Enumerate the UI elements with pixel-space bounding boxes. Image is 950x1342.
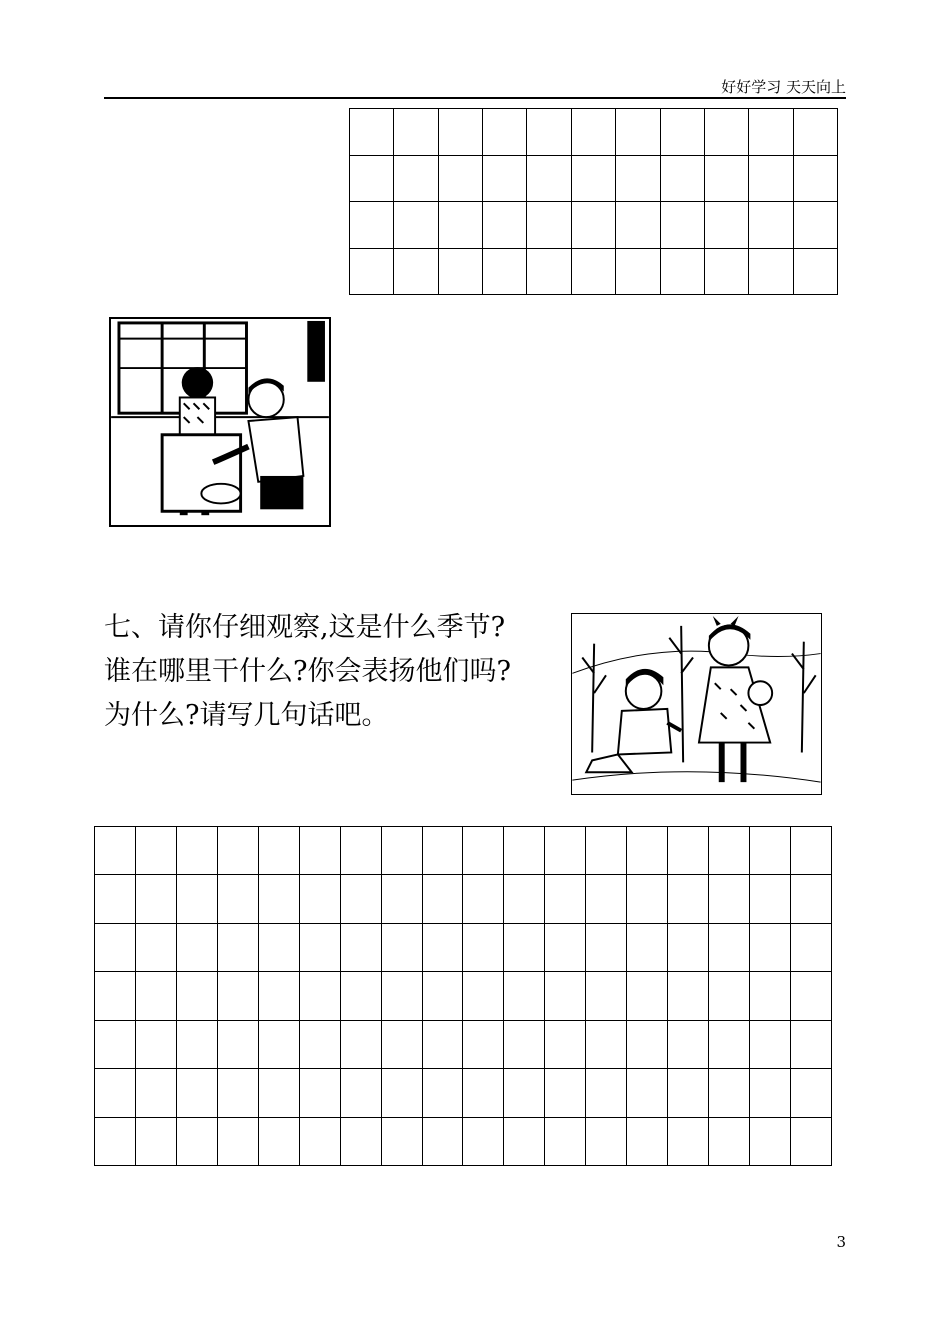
grid-cell	[394, 109, 438, 156]
grid-cell	[750, 875, 791, 923]
grid-cell	[709, 1069, 750, 1117]
grid-cell	[616, 202, 660, 249]
grid-cell	[340, 972, 381, 1020]
grid-cell	[627, 875, 668, 923]
grid-cell	[95, 1020, 136, 1068]
grid-cell	[381, 923, 422, 971]
header-motto: 好好学习 天天向上	[721, 78, 846, 96]
grid-cell	[790, 875, 831, 923]
grid-cell	[545, 972, 586, 1020]
grid-cell	[627, 923, 668, 971]
grid-cell	[95, 827, 136, 875]
grid-cell	[176, 1069, 217, 1117]
grid-cell	[463, 923, 504, 971]
grid-cell	[668, 1020, 709, 1068]
grid-cell	[750, 827, 791, 875]
grid-cell	[545, 923, 586, 971]
grid-cell	[350, 155, 394, 202]
grid-row	[95, 1069, 832, 1117]
grid-cell	[422, 923, 463, 971]
grid-cell	[463, 827, 504, 875]
grid-cell	[586, 1117, 627, 1165]
grid-cell	[668, 875, 709, 923]
grid-cell	[790, 827, 831, 875]
grid-cell	[135, 875, 176, 923]
grid-cell	[340, 1117, 381, 1165]
grid-cell	[660, 248, 704, 295]
grid-cell	[790, 1020, 831, 1068]
grid-cell	[616, 248, 660, 295]
grid-cell	[483, 155, 527, 202]
grid-cell	[750, 1020, 791, 1068]
grid-cell	[709, 1117, 750, 1165]
grid-cell	[504, 875, 545, 923]
grid-cell	[299, 1020, 340, 1068]
grid-cell	[381, 875, 422, 923]
question-line-3: 为什么?请写几句话吧。	[104, 700, 389, 731]
grid-cell	[616, 109, 660, 156]
page-number: 3	[836, 1233, 846, 1251]
grid-cell	[350, 202, 394, 249]
grid-cell	[750, 923, 791, 971]
grid-row	[95, 1020, 832, 1068]
classroom-cleaning-illustration	[109, 317, 331, 527]
grid-cell	[527, 248, 571, 295]
grid-cell	[527, 155, 571, 202]
grid-cell	[504, 827, 545, 875]
grid-cell	[95, 1069, 136, 1117]
grid-cell	[627, 827, 668, 875]
grid-cell	[381, 972, 422, 1020]
grid-cell	[790, 972, 831, 1020]
grid-cell	[95, 1117, 136, 1165]
grid-cell	[749, 109, 793, 156]
grid-cell	[422, 1020, 463, 1068]
grid-cell	[545, 1117, 586, 1165]
grid-cell	[709, 875, 750, 923]
grid-row	[350, 248, 838, 295]
grid-cell	[749, 155, 793, 202]
grid-cell	[793, 202, 837, 249]
grid-cell	[135, 1117, 176, 1165]
grid-cell	[95, 923, 136, 971]
grid-cell	[527, 109, 571, 156]
grid-cell	[571, 109, 615, 156]
grid-cell	[750, 1117, 791, 1165]
grid-cell	[217, 827, 258, 875]
grid-cell	[422, 1117, 463, 1165]
grid-cell	[340, 1020, 381, 1068]
grid-cell	[350, 248, 394, 295]
grid-cell	[616, 155, 660, 202]
grid-cell	[176, 875, 217, 923]
grid-cell	[217, 1020, 258, 1068]
grid-cell	[217, 923, 258, 971]
grid-cell	[668, 1117, 709, 1165]
question-line-2: 谁在哪里干什么?你会表扬他们吗?	[104, 656, 511, 687]
grid-cell	[438, 155, 482, 202]
grid-cell	[95, 875, 136, 923]
grid-cell	[394, 248, 438, 295]
grid-cell	[381, 1069, 422, 1117]
grid-cell	[545, 1020, 586, 1068]
grid-cell	[586, 875, 627, 923]
grid-row	[95, 875, 832, 923]
grid-cell	[749, 202, 793, 249]
grid-cell	[422, 827, 463, 875]
grid-cell	[793, 109, 837, 156]
grid-cell	[258, 923, 299, 971]
grid-row	[95, 1117, 832, 1165]
grid-row	[95, 923, 832, 971]
grid-cell	[422, 972, 463, 1020]
grid-cell	[438, 248, 482, 295]
grid-cell	[135, 972, 176, 1020]
grid-cell	[350, 109, 394, 156]
grid-cell	[381, 1117, 422, 1165]
grid-cell	[709, 827, 750, 875]
grid-cell	[668, 1069, 709, 1117]
grid-row	[95, 972, 832, 1020]
grid-cell	[704, 248, 748, 295]
grid-cell	[299, 923, 340, 971]
grid-cell	[463, 875, 504, 923]
writing-grid-bottom	[94, 826, 832, 1166]
grid-cell	[299, 1117, 340, 1165]
grid-cell	[660, 155, 704, 202]
grid-cell	[545, 1069, 586, 1117]
grid-cell	[299, 875, 340, 923]
classroom-illustration-icon	[111, 319, 329, 525]
grid-cell	[422, 1069, 463, 1117]
grid-cell	[217, 875, 258, 923]
grid-cell	[176, 827, 217, 875]
grid-cell	[704, 155, 748, 202]
grid-cell	[660, 109, 704, 156]
grid-cell	[586, 827, 627, 875]
grid-cell	[217, 1069, 258, 1117]
grid-cell	[176, 1020, 217, 1068]
grid-cell	[299, 972, 340, 1020]
grid-cell	[527, 202, 571, 249]
grid-cell	[627, 1069, 668, 1117]
grid-row	[350, 155, 838, 202]
grid-cell	[571, 202, 615, 249]
grid-cell	[463, 1020, 504, 1068]
grid-cell	[627, 1020, 668, 1068]
grid-cell	[793, 248, 837, 295]
grid-cell	[709, 923, 750, 971]
grid-cell	[668, 827, 709, 875]
grid-cell	[95, 972, 136, 1020]
grid-cell	[217, 1117, 258, 1165]
grid-cell	[668, 972, 709, 1020]
grid-cell	[258, 827, 299, 875]
grid-cell	[463, 972, 504, 1020]
grid-cell	[394, 202, 438, 249]
grid-cell	[176, 1117, 217, 1165]
grid-cell	[504, 1117, 545, 1165]
grid-cell	[704, 109, 748, 156]
grid-cell	[483, 202, 527, 249]
grid-cell	[438, 202, 482, 249]
grid-cell	[749, 248, 793, 295]
header-rule	[104, 97, 846, 99]
writing-grid-top	[349, 108, 838, 295]
grid-cell	[381, 827, 422, 875]
grid-cell	[571, 155, 615, 202]
grid-cell	[709, 972, 750, 1020]
grid-cell	[504, 923, 545, 971]
grid-cell	[394, 155, 438, 202]
grid-cell	[545, 827, 586, 875]
grid-cell	[704, 202, 748, 249]
grid-cell	[660, 202, 704, 249]
grid-cell	[571, 248, 615, 295]
grid-cell	[258, 972, 299, 1020]
grid-cell	[586, 923, 627, 971]
grid-cell	[135, 1069, 176, 1117]
grid-cell	[627, 1117, 668, 1165]
grid-cell	[790, 1117, 831, 1165]
grid-cell	[340, 827, 381, 875]
grid-cell	[483, 248, 527, 295]
grid-cell	[586, 972, 627, 1020]
grid-cell	[793, 155, 837, 202]
grid-cell	[463, 1117, 504, 1165]
children-planting-trees-illustration	[571, 613, 822, 795]
grid-cell	[258, 1117, 299, 1165]
grid-cell	[176, 972, 217, 1020]
grid-cell	[790, 923, 831, 971]
grid-cell	[340, 1069, 381, 1117]
grid-cell	[586, 1069, 627, 1117]
grid-row	[350, 202, 838, 249]
grid-cell	[790, 1069, 831, 1117]
grid-cell	[381, 1020, 422, 1068]
grid-cell	[135, 923, 176, 971]
grid-row	[95, 827, 832, 875]
grid-cell	[750, 972, 791, 1020]
grid-cell	[340, 875, 381, 923]
grid-cell	[586, 1020, 627, 1068]
grid-cell	[668, 923, 709, 971]
grid-cell	[135, 1020, 176, 1068]
grid-cell	[258, 1020, 299, 1068]
planting-illustration-icon	[572, 614, 821, 794]
grid-cell	[504, 1020, 545, 1068]
grid-cell	[709, 1020, 750, 1068]
grid-row	[350, 109, 838, 156]
grid-cell	[176, 923, 217, 971]
grid-cell	[258, 875, 299, 923]
grid-cell	[750, 1069, 791, 1117]
grid-cell	[545, 875, 586, 923]
grid-cell	[217, 972, 258, 1020]
grid-cell	[340, 923, 381, 971]
grid-cell	[422, 875, 463, 923]
grid-cell	[258, 1069, 299, 1117]
question-seven	[104, 606, 564, 738]
grid-cell	[504, 1069, 545, 1117]
grid-cell	[299, 1069, 340, 1117]
grid-cell	[627, 972, 668, 1020]
grid-cell	[438, 109, 482, 156]
grid-cell	[135, 827, 176, 875]
grid-cell	[299, 827, 340, 875]
grid-cell	[483, 109, 527, 156]
question-line-1: 七、请你仔细观察,这是什么季节?	[104, 612, 506, 643]
grid-cell	[504, 972, 545, 1020]
grid-cell	[463, 1069, 504, 1117]
